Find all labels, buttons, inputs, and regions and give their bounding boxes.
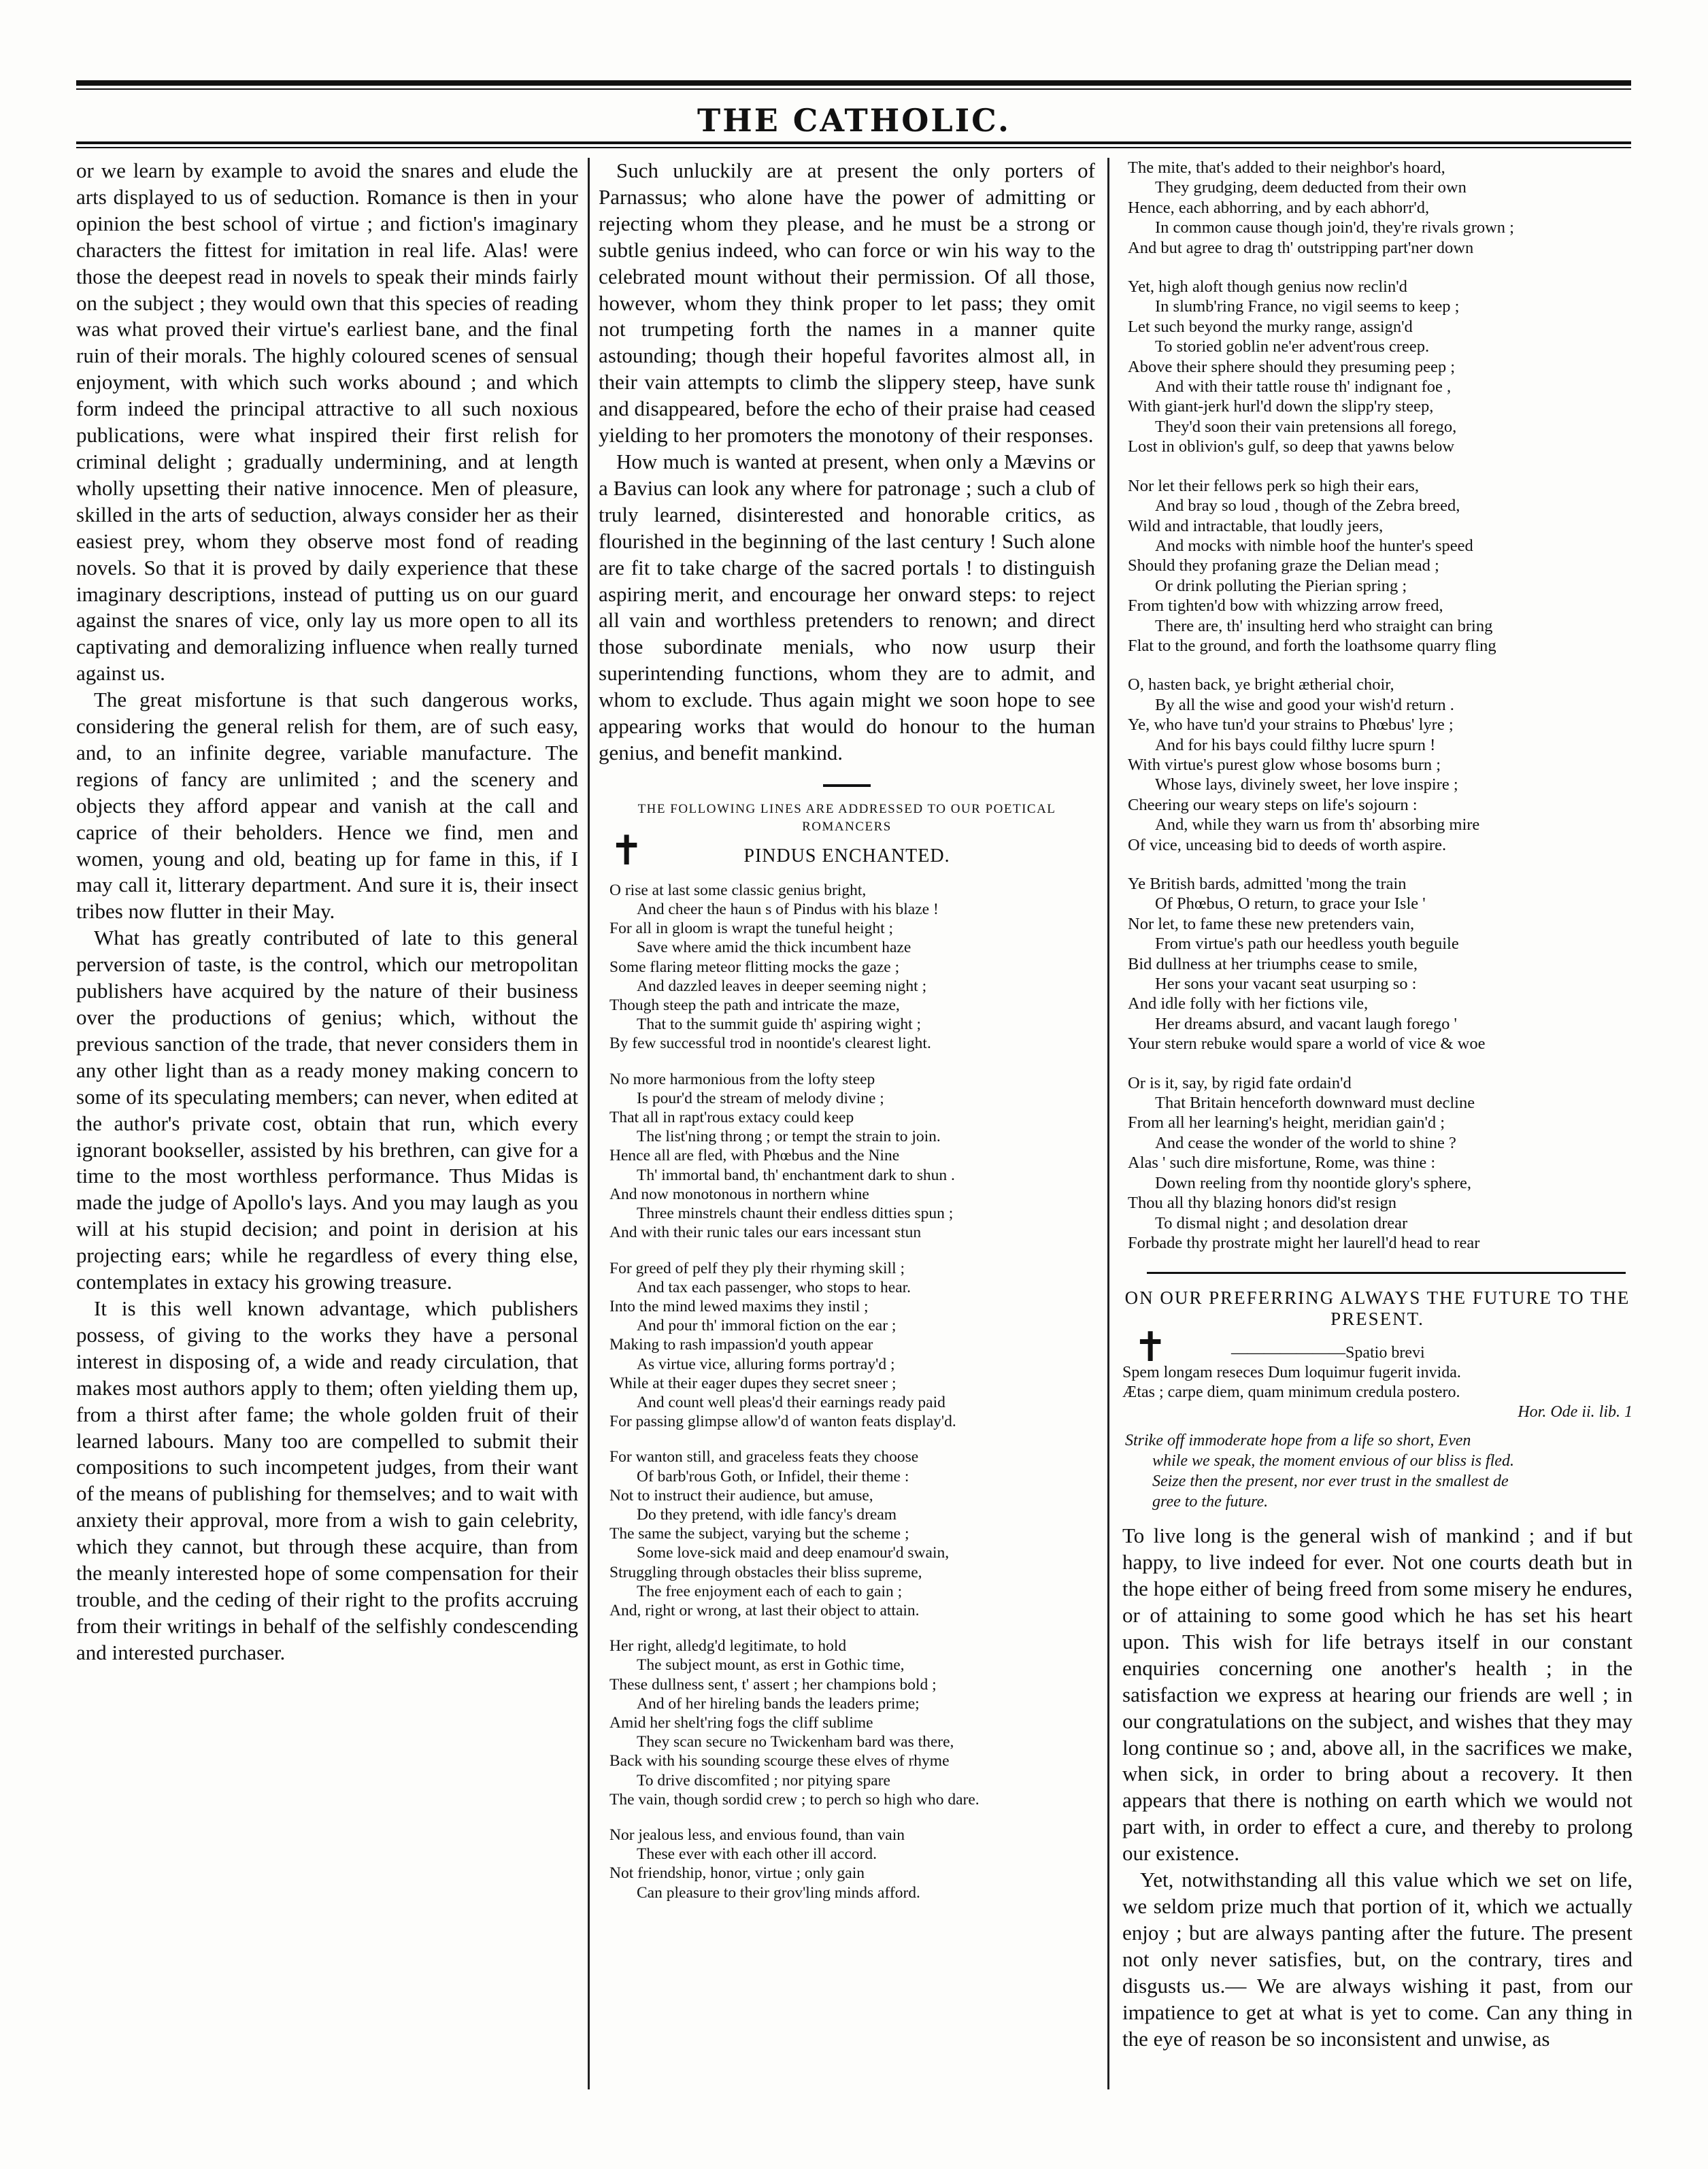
masthead-rule-thin <box>76 88 1631 90</box>
poem-line: And, right or wrong, at last their object to attain. <box>609 1601 920 1619</box>
poem-line: Her dreams absurd, and vacant laugh forego ' <box>1155 1014 1457 1033</box>
poem-line: They scan secure no Twickenham bard was there, <box>637 1733 954 1751</box>
poem-line: Her right, alledg'd legitimate, to hold <box>609 1637 847 1655</box>
poem-line: The mite, that's added to their neighbor's hoard, <box>1128 158 1445 177</box>
poem-line: Whose lays, divinely sweet, her love inspire ; <box>1155 775 1458 794</box>
epigraph-line: Spem longam reseces Dum loquimur fugerit invida. <box>1122 1364 1461 1382</box>
poem-stanza <box>609 1259 1095 1432</box>
poem-line: Your stern rebuke would spare a world of vice & woe <box>1128 1035 1486 1054</box>
poem-line: By few successful trod in noontide's clearest light. <box>609 1035 931 1053</box>
poem-line: Do they pretend, with idle fancy's dream <box>637 1505 897 1524</box>
poem-line: Her sons your vacant seat usurping so : <box>1155 975 1417 994</box>
column-3 <box>1122 158 1632 2089</box>
masthead-rule-thick <box>76 80 1631 86</box>
poem-line: They'd soon their vain pretensions all forego, <box>1155 417 1457 436</box>
poem-line: Three minstrels chaunt their endless ditties spun ; <box>637 1205 954 1223</box>
poem-line: With giant-jerk hurl'd down the slipp'ry steep, <box>1128 397 1434 416</box>
poem-line: And mocks with nimble hoof the hunter's speed <box>1155 536 1473 555</box>
poem-line: Not to instruct their audience, but amuse, <box>609 1486 873 1504</box>
masthead-rule-bottom <box>76 141 1631 144</box>
translation-line: Seize then the present, nor ever trust in the smallest de <box>1152 1473 1509 1491</box>
poem-line: And pour th' immoral fiction on the ear ; <box>637 1317 897 1335</box>
epigraph-line: ———————Spatio brevi <box>1231 1344 1425 1362</box>
poem-line: And idle folly with her fictions vile, <box>1128 994 1369 1013</box>
poem-line: Th' immortal band, th' enchantment dark to shun . <box>637 1166 955 1184</box>
col2-paragraph: Such unluckily are at present the only porters of Parnassus; who alone have the power of admitting or rejecting whom they please, and he must be a strong or subtle genius indeed, who can force or win his way to the celebrated mount without their permission. Of all those, however, whom they think proper to let pass; they omit not trumpeting forth the names in a manner quite astounding; though their hopeful favorites almost all, in their vain attempts to climb the slippery steep, have sunk and disappeared, before the echo of their praise had ceased yielding to her promoters the monotony of their responses. <box>599 158 1095 448</box>
poem-continuation <box>1128 158 1632 1253</box>
poem-line: While at their eager dupes they secret sneer ; <box>609 1374 897 1392</box>
poem-line: There are, th' insulting herd who straight can bring <box>1155 616 1493 635</box>
section-divider <box>823 784 871 787</box>
poem-line: And cease the wonder of the world to shine ? <box>1155 1133 1456 1152</box>
poem-line: O rise at last some classic genius bright, <box>609 881 867 899</box>
poem-line: Or drink polluting the Pierian spring ; <box>1155 576 1407 595</box>
epigraph-source: Hor. Ode ii. lib. 1 <box>1518 1403 1632 1422</box>
latin-epigraph <box>1122 1343 1632 1422</box>
poem-line: And count well pleas'd their earnings ready paid <box>637 1393 945 1411</box>
poem-stanza <box>609 1447 1095 1620</box>
poem-line: From virtue's path our heedless youth beguile <box>1155 935 1459 954</box>
poem-line: In slumb'ring France, no vigil seems to keep ; <box>1155 297 1460 316</box>
poem-line: Save where amid the thick incumbent haze <box>637 939 911 957</box>
poem-line: That to the summit guide th' aspiring wight ; <box>637 1015 922 1034</box>
poem-line: These dullness sent, t' assert ; her champions bold ; <box>609 1675 937 1694</box>
column-separator-2 <box>1107 158 1109 2089</box>
poem-line: Thou all thy blazing honors did'st resign <box>1128 1194 1397 1213</box>
poem-line: Above their sphere should they presuming peep ; <box>1128 357 1456 376</box>
poem-line: For greed of pelf they ply their rhyming skill ; <box>609 1259 905 1277</box>
poem-line: And with their tattle rouse th' indignant foe , <box>1155 377 1452 397</box>
poem-line: Bid dullness at her triumphs cease to smile, <box>1128 954 1418 973</box>
poem-line: For all in gloom is wrapt the tuneful height ; <box>609 920 894 938</box>
poem-line: To dismal night ; and desolation drear <box>1155 1213 1408 1232</box>
col1-paragraph: It is this well known advantage, which publishers possess, of giving to the works they have a personal interest in disposing of, a wide and ready circulation, that makes most authors apply to them; often yielding them up, from a thirst after fame; the whole golden fruit of their learned labours. Many too are compelled to submit their compositions to such incompetent judges, from their want of the means of publishing for themselves; and to wait with anxiety their approval, more from a wish to gain celebrity, which they cannot, but through these acquire, than from the meanly interested hope of some compensation for their trouble, and the ceding of their right to the profits accruing from their writings in behalf of the selfishly condescending and interested purchaser. <box>76 1296 578 1664</box>
col3-paragraph: Yet, notwithstanding all this value which we set on life, we seldom prize much that portion of it, which we actually enjoy ; but are always panting after the future. The present not only never satisfies, but, on the contrary, tires and disgusts us.— We are always wishing it past, from our impatience to get at what is yet to come. Can any thing in the eye of reason be so inconsistent and unwise, as <box>1122 1868 1632 2051</box>
poem-line: That Britain henceforth downward must decline <box>1155 1094 1475 1113</box>
poem-line: In common cause though join'd, they're rivals grown ; <box>1155 218 1514 237</box>
poem-line: Down reeling from thy noontide glory's sphere, <box>1155 1173 1472 1192</box>
column-separator-1 <box>588 158 590 2089</box>
poem-stanza <box>609 1826 1095 1902</box>
section-divider <box>1147 1272 1626 1274</box>
handwritten-cross-icon: ✝ <box>1133 1325 1168 1371</box>
poem-line: The same the subject, varying but the scheme ; <box>609 1525 909 1543</box>
poem-line: Some love-sick maid and deep enamour'd swain, <box>637 1544 950 1562</box>
poem-stanza <box>609 1636 1095 1809</box>
col1-paragraph: or we learn by example to avoid the snares and elude the arts displayed to us of seduction. Romance is then in your opinion the best school of virtue ; and fiction's imaginary characters the fittest for imitation in real life. Alas! were those the deepest read in novels to speak their minds fairly on the subject ; they would own that this species of reading was what proved their virtue's earliest bane, and the final ruin of their morals. The highly coloured scenes of sensual enjoyment, with which such works abound ; and which form indeed the principal attractive to all such noxious publications, were what inspired their first relish for criminal delight ; gradually undermining, and at length wholly upsetting their native innocence. Men of pleasure, skilled in the arts of seduction, always consider her as their easiest prey, whom they observe most fond of reading novels. So that it is proved by daily experience that these imaginary descriptions, instead of putting us on our guard against the snares of vice, only lay us more open to all its captivating and demoralizing influence when really turned against us. <box>76 158 578 686</box>
poem-stanza <box>1128 874 1632 1054</box>
poem-line: As virtue vice, alluring forms portray'd ; <box>637 1355 895 1373</box>
col2-paragraph: How much is wanted at present, when only a Mævins or a Bavius can look any where for patronage ; such a club of truly learned, disinterested and honorable critics, as flourished in the beginning of the last century ! Such alone are fit to take charge of the sacred portals ! to distinguish aspiring merit, and encourage her onward steps: to reject all vain and worthless pretenders to renown; and direct those subordinate menials, who now usurp their superintending functions, whom they are to admit, and whom to exclude. Thus again might we soon hope to see appearing works that would do honour to the human genius, and benefit mankind. <box>599 449 1095 764</box>
poem-line: Forbade thy prostrate might her laurell'd head to rear <box>1128 1233 1480 1252</box>
poem-line: Wild and intractable, that loudly jeers, <box>1128 516 1384 535</box>
poem-stanza <box>1128 158 1632 258</box>
col1-paragraph: The great misfortune is that such dangerous works, considering the general relish for them, are of such easy, and, to an infinite degree, variable manufacture. The regions of fancy are unlimited ; and the scenery and objects they afford appear and vanish at the call and caprice of their beholders. Hence we find, men and women, young and old, beating up for fame in this, if I may call it, litterary department. And sure it is, their insect tribes now flutter in their May. <box>76 688 578 924</box>
poem-line: Yet, high aloft though genius now reclin'd <box>1128 278 1407 297</box>
essay-title: ON OUR PREFERRING ALWAYS THE FUTURE TO THE PRESENT. <box>1124 1288 1630 1330</box>
poem-line: And of her hireling bands the leaders prime; <box>637 1694 920 1713</box>
poem-line: The free enjoyment each of each to gain ; <box>637 1582 903 1600</box>
poem-line: Let such beyond the murky range, assign'd <box>1128 317 1413 336</box>
poem-line: Nor jealous less, and envious found, than vain <box>609 1826 905 1844</box>
poem-line: To drive discomfited ; nor pitying spare <box>637 1771 890 1789</box>
poem-line: From all her learning's height, meridian gain'd ; <box>1128 1113 1445 1132</box>
poem-line: Is pour'd the stream of melody divine ; <box>637 1089 884 1107</box>
poem-line: And but agree to drag th' outstripping part'ner down <box>1128 238 1474 257</box>
poem-line: Ye, who have tun'd your strains to Phœbus' lyre ; <box>1128 716 1454 735</box>
epigraph-line: Ætas ; carpe diem, quam minimum credula postero. <box>1122 1383 1460 1402</box>
column-2 <box>599 158 1095 2089</box>
poem-line: Making to rash impassion'd youth appear <box>609 1336 873 1354</box>
poem-line: Hence all are fled, with Phœbus and the Nine <box>609 1147 900 1165</box>
poem-line: Back with his sounding scourge these elves of rhyme <box>609 1752 950 1770</box>
col3-paragraph: To live long is the general wish of mankind ; and if but happy, to live indeed for ever. Not one courts death but in the hope either of being freed from some misery he endures, or of attaining to some good which he has set his heart upon. This wish for life betrays itself in our constant enquiries concerning one another's health ; in the satisfaction we express at hearing our friends are well ; in our congratulations on the subject, and wishes that they may long continue so ; and, above all, in the sacrifices we make, when sick, in order to bring about a recovery. It then appears that there is nothing on earth which we would not part with, in order to effect a cure, and thereby to prolong our existence. <box>1122 1524 1632 1866</box>
poem-line: The vain, though sordid crew ; to perch so high who dare. <box>609 1790 979 1809</box>
poem-line: Cheering our weary steps on life's sojourn : <box>1128 795 1418 814</box>
poem-line: Or is it, say, by rigid fate ordain'd <box>1128 1073 1352 1092</box>
translation-line: gree to the future. <box>1152 1493 1269 1511</box>
poem-line: They grudging, deem deducted from their own <box>1155 178 1467 197</box>
poem-line: And bray so loud , though of the Zebra breed, <box>1155 497 1460 516</box>
column-1 <box>76 158 578 2089</box>
poem-line: O, hasten back, ye bright ætherial choir, <box>1128 675 1394 694</box>
poem-line: Of barb'rous Goth, or Infidel, their theme : <box>637 1467 909 1485</box>
poem-line: And now monotonous in northern whine <box>609 1185 869 1203</box>
poem-line: Flat to the ground, and forth the loathsome quarry fling <box>1128 636 1496 655</box>
poem-line: And tax each passenger, who stops to hear. <box>637 1278 911 1296</box>
poem-line: Should they profaning graze the Delian mead ; <box>1128 556 1439 575</box>
poem-line: Nor let their fellows perk so high their ears, <box>1128 476 1419 495</box>
poem-line: Of vice, unceasing bid to deeds of worth aspire. <box>1128 835 1447 854</box>
translation-line: while we speak, the moment envious of our bliss is fled. <box>1152 1452 1514 1470</box>
poem-line: No more harmonious from the lofty steep <box>609 1070 875 1088</box>
poem-line: That all in rapt'rous extacy could keep <box>609 1109 854 1127</box>
poem-line: Struggling through obstacles their bliss supreme, <box>609 1563 922 1581</box>
poem-line: These ever with each other ill accord. <box>637 1845 877 1864</box>
poem-line: And for his bays could filthy lucre spurn ! <box>1155 735 1436 754</box>
poem-line: Of Phœbus, O return, to grace your Isle ' <box>1155 894 1426 913</box>
poem-line: By all the wise and good your wish'd return . <box>1155 695 1454 714</box>
poem-line: Not friendship, honor, virtue ; only gain <box>609 1864 865 1883</box>
poem-stanza <box>609 881 1095 1054</box>
poem-title: PINDUS ENCHANTED. <box>743 845 950 867</box>
poem-body <box>609 881 1095 1902</box>
poem-line: Some flaring meteor flitting mocks the gaze ; <box>609 958 900 976</box>
poem-line: Alas ' such dire misfortune, Rome, was thine : <box>1128 1154 1436 1173</box>
poem-line: For passing glimpse allow'd of wanton feats display'd. <box>609 1413 956 1431</box>
poem-line: From tighten'd bow with whizzing arrow freed, <box>1128 596 1443 616</box>
poem-line: And cheer the haun s of Pindus with his blaze ! <box>637 901 939 919</box>
poem-line: And with their runic tales our ears incessant stun <box>609 1224 922 1242</box>
translation-line: Strike off immoderate hope from a life so short, Even <box>1125 1432 1471 1450</box>
poem-line: The subject mount, as erst in Gothic time, <box>637 1656 905 1675</box>
poem-line: And, while they warn us from th' absorbing mire <box>1155 816 1480 835</box>
poem-intro: THE FOLLOWING LINES ARE ADDRESSED TO OUR POETICAL ROMANCERS <box>637 801 1056 834</box>
poem-line: The list'ning throng ; or tempt the strain to join. <box>637 1128 941 1146</box>
poem-line: Can pleasure to their grov'ling minds afford. <box>637 1883 920 1902</box>
poem-line: With virtue's purest glow whose bosoms burn ; <box>1128 755 1441 774</box>
col1-paragraph: What has greatly contributed of late to this general perversion of taste, is the control, which our metropolitan publishers have acquired by the nature of their business over the productions of genius; which, without the previous sanction of the trade, that never considers them in any other light than as a ready money making concern to some of its speculating members; can never, when edited at the author's private cost, obtain that run, which every ignorant bookseller, assisted by his brethren, can give for a time to the most worthless performance. Thus Midas is made the judge of Apollo's lays. And you may laugh as you will at his stupid decision; and point in derision at his projecting ears; while he regardless of every thing else, contemplates in extacy his growing treasure. <box>76 926 578 1294</box>
poem-line: Into the mind lewed maxims they instil ; <box>609 1297 869 1315</box>
poem-line: For wanton still, and graceless feats they choose <box>609 1448 919 1466</box>
masthead-title: THE CATHOLIC. <box>697 102 1011 139</box>
poem-line: To storied goblin ne'er advent'rous creep. <box>1155 337 1430 356</box>
poem-stanza <box>1128 476 1632 656</box>
poem-line: Amid her shelt'ring fogs the cliff sublime <box>609 1713 873 1732</box>
poem-line: Nor let, to fame these new pretenders vain, <box>1128 914 1415 933</box>
poem-stanza <box>1128 675 1632 855</box>
poem-stanza <box>1128 1073 1632 1254</box>
poem-stanza <box>609 1070 1095 1243</box>
epigraph-translation <box>1122 1430 1632 1512</box>
poem-line: Hence, each abhorring, and by each abhorr'd, <box>1128 198 1430 217</box>
poem-stanza <box>1128 277 1632 457</box>
poem-line: Lost in oblivion's gulf, so deep that yawns below <box>1128 437 1455 456</box>
handwritten-cross-icon: ✝ <box>609 828 644 873</box>
poem-line: Ye British bards, admitted 'mong the train <box>1128 875 1407 893</box>
poem-line: And dazzled leaves in deeper seeming night ; <box>637 977 927 995</box>
masthead-rule-bottom-thin <box>76 147 1631 148</box>
poem-line: Though steep the path and intricate the maze, <box>609 996 900 1015</box>
